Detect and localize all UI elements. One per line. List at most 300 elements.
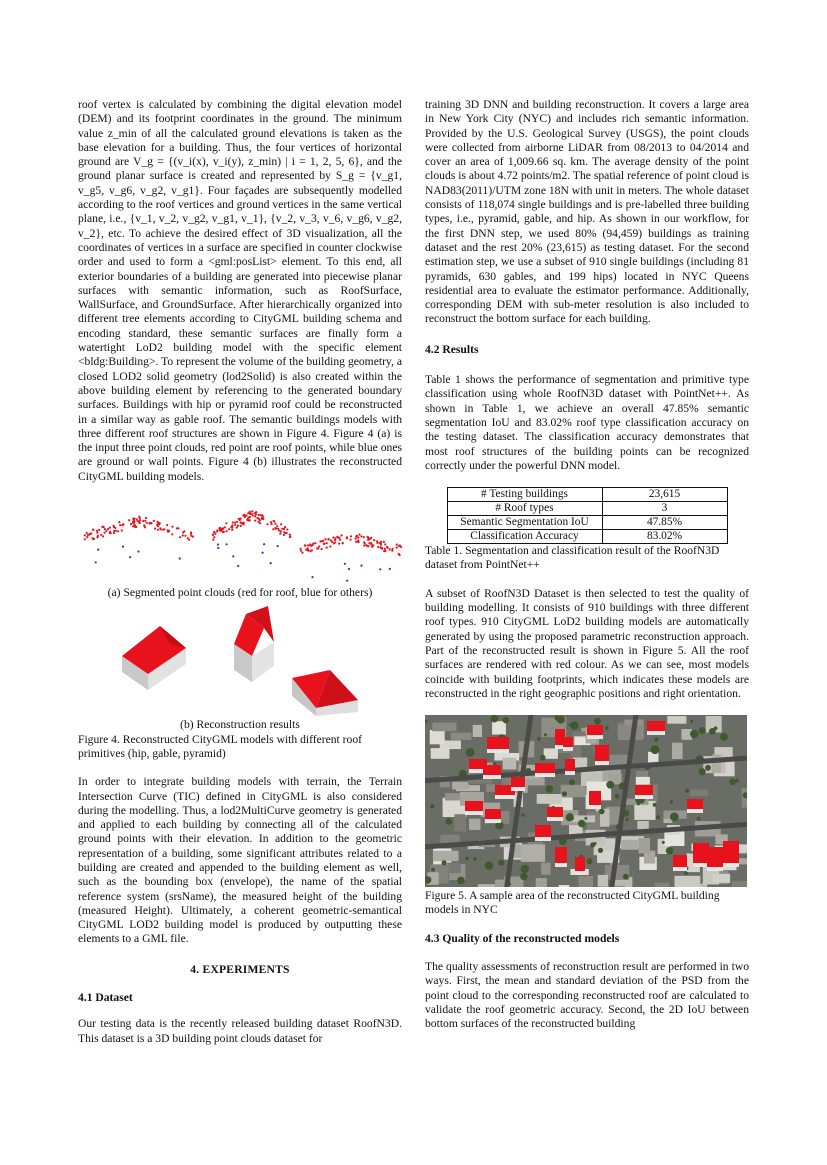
building-wall [555,863,567,867]
point-cloud-point [107,528,109,530]
point-cloud-point [218,527,220,529]
point-cloud-point [239,519,241,521]
tree [684,872,688,876]
red-roof-building [535,825,551,837]
red-roof-building [673,855,687,867]
red-roof-building [575,857,585,871]
city-block [618,725,643,741]
point-cloud-point [117,530,119,532]
building-wall [687,809,703,813]
point-cloud-point [350,535,352,537]
point-cloud-point [176,527,178,529]
point-cloud-point [102,535,104,537]
point-cloud-point [100,534,102,536]
tree [720,733,728,741]
tree [598,848,603,853]
point-cloud-point [384,550,386,552]
point-cloud-point [240,521,242,523]
point-cloud-point [226,530,228,532]
point-cloud-point [159,522,161,524]
point-cloud-point [119,524,121,526]
point-cloud-point [222,531,224,533]
subsection-4-3-heading: 4.3 Quality of the reconstructed models [425,931,620,945]
point-cloud-point [272,528,274,530]
point-cloud-point [128,519,130,521]
tree [465,857,468,860]
table-cell: 3 [602,502,727,516]
building-wall [511,787,525,791]
right-paragraph-1: training 3D DNN and building reconstruction. It covers a large area in New York City (NYC) and includes rich semantic information. Provided by the U.S. Geological Survey (USGS), the point clouds were collected from airborne LiDAR from 08/2013 to 04/2014 and cover an area of 1,009.66 sq. km. The average density of the point clouds is about 4.72 points/m2. The spatial reference of point cloud is NAD83(2011)/UTM zone 18N with unit in meters. The whole dataset consists of 118,074 single buildings and is pre-labelled three building types, i.e., pyramid, gable, and hip. As shown in our workflow, for the first DNN step, we used 80% (94,459) buildings as training dataset and the rest 20% (23,615) as testing dataset. For the second estimation step, we use a subset of 910 single buildings (including 81 pyramids, 630 gables, and 199 hips) located in NYC Queens residential area to evaluate the estimator performance. Additionally, corresponding DEM with sub-meter resolution is also included to reconstruct the bottom surface for each building. [425,98,749,326]
tree [430,804,434,808]
point-cloud-point [316,547,318,549]
tree [521,865,529,873]
table-cell: 47.85% [602,516,727,530]
point-cloud-point [284,532,286,534]
red-roof-building [563,737,573,747]
tree [466,748,475,757]
point-cloud-point [370,542,372,544]
point-cloud-point [307,550,309,552]
city-block [691,790,709,797]
point-cloud-point [383,541,385,543]
tree [670,812,679,821]
point-cloud-point [249,511,251,513]
point-cloud-point [86,532,88,534]
point-cloud-point [249,513,251,515]
point-cloud-point [372,544,374,546]
tree [690,730,699,739]
tree [697,817,701,821]
point-cloud-point [179,557,181,559]
point-cloud-point [213,531,215,533]
building-wall [487,749,509,753]
tree [485,861,494,870]
red-roof-building [487,737,509,749]
point-cloud-point [132,518,134,520]
table-row [447,488,727,502]
point-cloud-point [277,545,279,547]
red-roof-building [723,841,739,863]
city-block [559,885,570,887]
point-cloud-point [163,528,165,530]
point-cloud-point [369,538,371,540]
point-cloud-point [266,523,268,525]
red-roof-building [555,847,567,863]
tree [473,857,477,861]
point-cloud-point [384,548,386,550]
figure-4-point-clouds [78,498,402,584]
point-cloud-point [380,546,382,548]
point-cloud-point [309,543,311,545]
point-cloud-point [346,537,348,539]
tree [615,794,620,799]
point-cloud-point [240,525,242,527]
tree [442,860,447,865]
figure-4-caption: Figure 4. Reconstructed CityGML models with different roof primitives (hip, gable, pyramid) [78,732,362,760]
point-cloud-point [157,522,159,524]
point-cloud-point [237,565,239,567]
city-block [503,758,517,770]
table-row [447,502,727,516]
point-cloud-point [153,520,155,522]
tree [594,718,601,725]
point-cloud-point [258,518,260,520]
city-block [486,784,495,792]
point-cloud-point [273,520,275,522]
point-cloud-point [113,532,115,534]
point-cloud-point [136,520,138,522]
point-cloud-point [179,536,181,538]
table-cell: # Testing buildings [447,488,602,502]
subsection-4-1-heading: 4.1 Dataset [78,991,133,1005]
point-cloud-point [160,528,162,530]
point-cloud-point [367,545,369,547]
point-cloud-point [171,533,173,535]
point-cloud-point [216,529,218,531]
point-cloud-point [318,545,320,547]
table-row [447,516,727,530]
city-block [675,876,701,887]
point-cloud-point [142,520,144,522]
point-cloud-point [307,544,309,546]
city-block [469,819,481,830]
point-cloud-point [254,520,256,522]
city-block [598,875,608,887]
tree [685,789,689,793]
point-cloud-point [300,548,302,550]
tree [590,842,595,847]
point-cloud-point [355,538,357,540]
point-cloud-point [138,516,140,518]
tree [729,779,736,786]
point-cloud-point [251,510,253,512]
red-roof-building [587,725,603,735]
point-cloud-point [184,535,186,537]
point-cloud-point [154,528,156,530]
point-cloud-point [391,550,393,552]
tree [690,720,693,723]
tree [544,733,547,736]
point-cloud-point [246,514,248,516]
point-cloud-point [344,563,346,565]
tree [498,860,504,866]
point-cloud-point [231,524,233,526]
building-wall [535,837,551,841]
tree [521,813,525,817]
point-cloud-point [237,525,239,527]
red-roof-building [635,785,653,795]
point-cloud-plots [78,498,402,584]
point-cloud-point [380,543,382,545]
point-cloud-point [386,546,388,548]
figure-4-reconstruction [78,604,402,716]
left-paragraph-3: Our testing data is the recently released building dataset RoofN3D. This dataset is a 3D building point clouds dataset for [78,1017,402,1045]
point-cloud-point [156,524,158,526]
point-cloud-point [212,533,214,535]
point-cloud-point [258,514,260,516]
point-cloud-point [326,542,328,544]
point-cloud-point [212,539,214,541]
red-roof-building [647,721,665,731]
building-wall [535,773,555,777]
point-cloud-point [389,548,391,550]
point-cloud-point [225,522,227,524]
point-cloud-point [121,529,123,531]
point-cloud-point [135,526,137,528]
point-cloud-point [249,519,251,521]
point-cloud-point [190,533,192,535]
table-cell: # Roof types [447,502,602,516]
point-cloud-point [214,533,216,535]
city-block [452,782,469,790]
point-cloud-point [341,534,343,536]
city-block [544,748,558,758]
city-block [712,755,721,773]
red-roof-building [535,763,555,773]
left-paragraph-2: In order to integrate building models with terrain, the Terrain Intersection Curve (TIC) defined in CityGML is also considered during the modelling. Thus, a lod2MultiCurve geometry is generated and applied to each building by connecting all of the calculated ground points with their elevation. In addition to the geometric representation of a building, some significant attributes related to a building are created and appended to the building element as well, such as the bounding box (envelope), the name of the spatial reference system (srsName), the measured height of the building (measured Height). Ultimately, a coherent geometric-semantical CityGML LOD2 building model is produced by outputting these elements to a GML file. [78,775,402,946]
red-roof-building [483,765,501,775]
figure-5-city-render [425,715,747,887]
building-wall [647,731,665,735]
point-cloud-point [145,517,147,519]
point-cloud-point [327,538,329,540]
point-cloud-point [95,561,97,563]
point-cloud-point [104,528,106,530]
point-cloud-point [286,528,288,530]
building-wall [707,867,723,871]
point-cloud-point [134,524,136,526]
building-wall [563,747,573,751]
tree [662,841,665,844]
city-block [637,821,649,829]
point-cloud-point [262,516,264,518]
tree [670,800,673,803]
point-cloud-point [367,536,369,538]
pyramid-building-model [292,670,358,716]
city-aerial-render [425,715,747,887]
point-cloud-point [289,534,291,536]
point-cloud-point [356,535,358,537]
point-cloud-point [113,526,115,528]
table-row [447,530,727,544]
tree [578,820,586,828]
tree [605,726,609,730]
point-cloud-point [246,519,248,521]
point-cloud-point [144,526,146,528]
point-cloud-point [346,580,348,582]
point-cloud-point [139,522,141,524]
point-cloud-point [348,568,350,570]
point-cloud-point [274,527,276,529]
city-block [713,874,730,883]
tree [699,727,706,734]
point-cloud-point [101,526,103,528]
point-cloud-point [182,534,184,536]
point-cloud-point [271,523,273,525]
point-cloud-point [254,515,256,517]
tree [587,858,593,864]
point-cloud-point [97,549,99,551]
point-cloud-point [270,562,272,564]
point-cloud-point [84,534,86,536]
point-cloud-point [109,527,111,529]
point-cloud-point [234,524,236,526]
point-cloud-point [122,546,124,548]
point-cloud-point [270,521,272,523]
point-cloud-point [376,542,378,544]
point-cloud-point [304,544,306,546]
tree [491,715,499,723]
point-cloud-point [105,530,107,532]
right-paragraph-3: A subset of RoofN3D Dataset is then selected to test the quality of building modelling. It consists of 910 buildings with three different roof types. 910 CityGML LoD2 building models are automatically generated by using the proposed parametric reconstruction approach. Part of the reconstructed result is shown in Figure 5. All the roof surfaces are rendered with red colour. As we can see, most models coincide with building footprints, which indicates these models are reconstructed in the right geographic positions and right orientation. [425,586,749,700]
point-cloud-point [398,545,400,547]
left-paragraph-1: roof vertex is calculated by combining the digital elevation model (DEM) and its footprint coordinates in the ground. The minimum value z_min of all the calculated ground elevations is taken as the base elevation for a building. Thus, the four vertices of horizontal ground are V_g = {(v_i(x), v_i(y), z_min) | i = 1, 2, 5, 6}, and the ground planar surface is created and represented by S_g = {v_g1, v_g5, v_g6, v_g2, v_g1}. Four façades are subsequently modelled according to the roof vertices and ground vertices in the same vertical plane, i.e., {v_1, v_2, v_g2, v_g1, v_1}, {v_2, v_3, v_6, v_g6, v_g2, v_2}, etc. To achieve the desired effect of 3D visualization, all the coordinates of vertices in a surface are specified in counter clockwise order and used to form a <gml:posList> element. To this end, all exterior boundaries of a building are generated into piecewise planar surfaces with semantic information, such as RoofSurface, WallSurface, and GroundSurface. After hierarchically organized into different tree elements according to CityGML building schema and encoding standard, these semantic surfaces are finally form a watertight LoD2 building model with the specific element <bldg:Building>. To represent the volume of the building geometry, a closed LOD2 solid geometry (lod2Solid) is also created within the above building element by referencing to the generated boundary surfaces. Buildings with hip or pyramid roof could be reconstructed in a similar way as gable roof. The semantic buildings models with three different roof structures are shown in Figure 4. Figure 4 (a) is the input three point clouds, red point are roof points, while blue ones are ground or wall points. Figure 4 (b) illustrates the reconstructed CityGML building models. [78,98,402,483]
building-wall [693,863,709,867]
tree [625,818,629,822]
tree [623,874,629,880]
point-cloud-point [314,542,316,544]
point-cloud-point [363,536,365,538]
point-cloud-point [357,537,359,539]
point-cloud-point [373,539,375,541]
building-wall [673,867,687,871]
point-cloud-point [139,519,141,521]
point-cloud-point [243,522,245,524]
point-cloud-point [284,526,286,528]
point-cloud-point [228,528,230,530]
table-1-caption: Table 1. Segmentation and classification result of the RoofN3D dataset from PointNet++ [425,544,720,572]
red-roof-building [547,807,563,817]
point-cloud-point [281,528,283,530]
point-cloud-point [368,542,370,544]
red-roof-building [693,843,709,863]
subsection-4-2-heading: 4.2 Results [425,342,479,356]
tree [546,785,554,793]
point-cloud-point [130,523,132,525]
point-cloud-point [384,543,386,545]
right-paragraph-4: The quality assessments of reconstruction result are performed in two ways. First, the mean and standard deviation of the PSD from the point cloud to the corresponding reconstructed roof are calculated to validate the roof geometric accuracy. Second, the 2D IoU between bottom surfaces of the reconstructed building [425,959,749,1031]
city-block [492,721,506,734]
tree [606,781,614,789]
point-cloud-point [339,539,341,541]
building-wall [575,871,585,875]
red-roof-building [565,759,575,771]
table-cell: 23,615 [602,488,727,502]
point-cloud-point [311,576,313,578]
point-cloud-point [217,547,219,549]
point-cloud-point [360,535,362,537]
building-wall [483,775,501,779]
point-cloud-point [258,521,260,523]
point-cloud-point [247,517,249,519]
tree [599,809,605,815]
point-cloud-point [365,544,367,546]
point-cloud-point [363,544,365,546]
point-cloud-point [219,530,221,532]
point-cloud-point [380,541,382,543]
point-cloud-point [279,533,281,535]
point-cloud-point [289,536,291,538]
tree [654,737,658,741]
point-cloud-point [357,540,359,542]
point-cloud-point [329,545,331,547]
point-cloud-point [236,521,238,523]
red-roof-building [707,847,723,867]
city-block [672,743,683,759]
red-roof-building [687,799,703,809]
point-cloud-point [280,523,282,525]
point-cloud-point [336,536,338,538]
point-cloud-point [277,528,279,530]
red-roof-building [511,777,525,787]
point-cloud-point [323,543,325,545]
point-cloud-point [92,537,94,539]
city-block [621,840,638,850]
point-cloud-point [274,523,276,525]
results-table [447,487,728,544]
point-cloud-point [129,556,131,558]
table-cell: Semantic Segmentation IoU [447,516,602,530]
red-roof-building [589,791,601,805]
tree [569,723,572,726]
left-column [78,98,402,1046]
point-cloud-point [121,524,123,526]
red-roof-building [485,809,501,819]
point-cloud-point [332,536,334,538]
point-cloud-point [349,539,351,541]
point-cloud-point [231,529,233,531]
point-cloud-point [338,537,340,539]
tree [566,813,574,821]
tree [562,791,567,796]
city-block [606,886,625,887]
point-cloud-point [104,532,106,534]
gable-building-model [234,606,274,682]
building-wall [635,795,653,799]
point-cloud-point [187,537,189,539]
point-cloud-point [322,540,324,542]
point-cloud-point [150,522,152,524]
point-cloud-point [157,529,159,531]
point-cloud-point [379,568,381,570]
tree [666,847,674,855]
building-wall [595,761,609,765]
reconstructed-models [78,604,402,716]
point-cloud-point [331,541,333,543]
point-cloud-point [360,565,362,567]
point-cloud-point [190,535,192,537]
city-block [541,863,551,875]
point-cloud-point [301,552,303,554]
point-cloud-point [96,536,98,538]
point-cloud-point [334,539,336,541]
city-block [579,876,594,887]
city-block [478,884,495,887]
point-cloud-point [213,536,215,538]
point-cloud-point [396,547,398,549]
point-cloud-point [342,542,344,544]
right-paragraph-2: Table 1 shows the performance of segmentation and primitive type classification using whole RoofN3D dataset with PointNet++. As shown in Table 1, we achieve an overall 47.85% semantic segmentation IoU and 83.02% roof type classification accuracy on the testing dataset. The classification accuracy demonstrates that most roof structures of the building points can be recognized correctly under the powerful DNN model. [425,373,749,472]
point-cloud-point [324,538,326,540]
point-cloud-point [389,568,391,570]
right-column [425,98,749,1031]
tree [537,737,541,741]
point-cloud-point [113,530,115,532]
building-wall [723,863,739,867]
point-cloud-point [146,522,148,524]
city-block [430,730,445,744]
tree [637,802,640,805]
